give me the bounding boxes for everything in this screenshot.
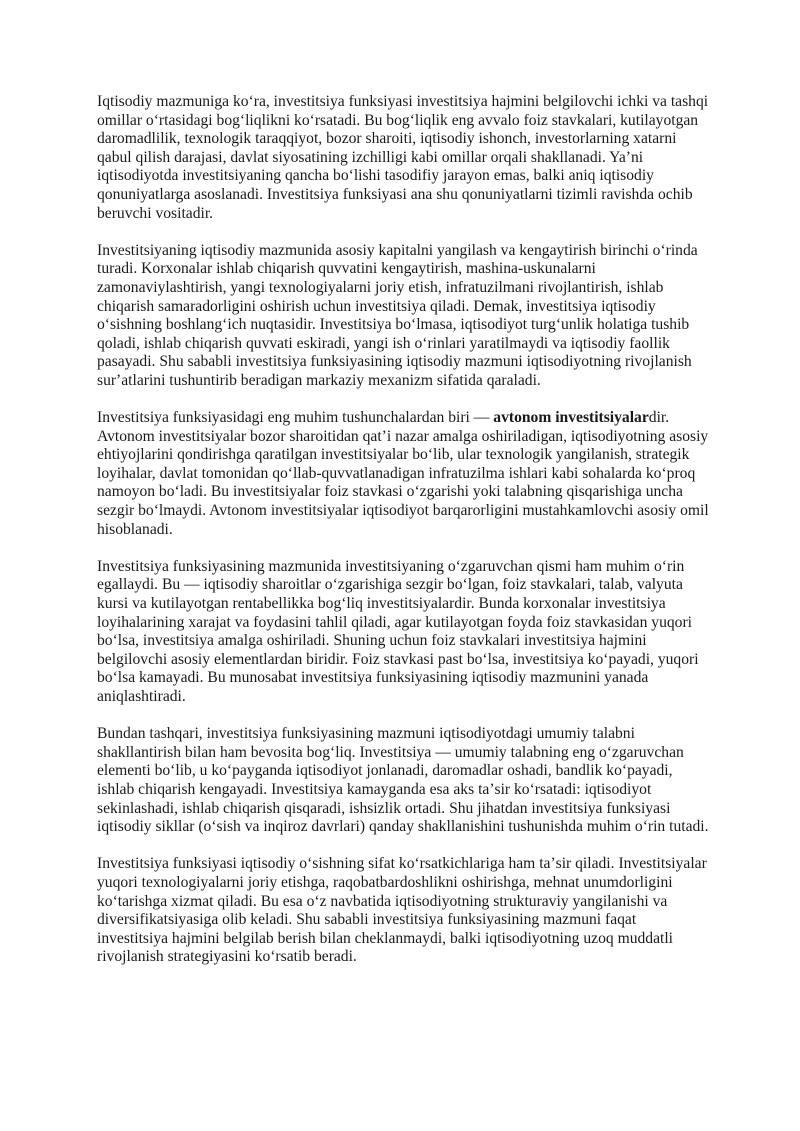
- paragraph-economic-meaning: Iqtisodiy mazmuniga koʻra, investitsiya funksiyasi investitsiya hajmini belgilovchi ichki va tashqi omillar oʻrtasidagi bogʻliqlikni koʻrsatadi. Bu bogʻliqlik eng avvalo foiz stavkalari, kutilayotgan daromadlilik, texnologik taraqqiyot, bozor sharoiti, iqtisodiy ishonch, investorlarning xatarni qabul qilish darajasi, davlat siyosatining izchilligi kabi omillar orqali shakllanadi. Yaʼni iqtisodiyotda investitsiyaning qancha boʻlishi tasodifiy jarayon emas, balki aniq iqtisodiy qonuniyatlarga asoslanadi. Investitsiya funksiyasi ana shu qonuniyatlarni tizimli ravishda ochib beruvchi vositadir.: [97, 93, 709, 222]
- paragraph-autonomous-investments: [97, 409, 709, 539]
- paragraph-text-before: Investitsiya funksiyasidagi eng muhim tushunchalardan biri —: [97, 409, 494, 427]
- bold-term: avtonom investitsiyalar: [493, 409, 649, 427]
- paragraph-capital-renewal: Investitsiyaning iqtisodiy mazmunida asosiy kapitalni yangilash va kengaytirish birinchi oʻrinda turadi. Korxonalar ishlab chiqarish quvvatini kengaytirish, mashina-uskunalarni zamonaviylashtirish, yangi texnologiyalarni joriy etish, infratuzilmani rivojlantirish, ishlab chiqarish samaradorligini oshirish uchun investitsiya qiladi. Demak, investitsiya iqtisodiy oʻsishning boshlangʻich nuqtasidir. Investitsiya boʻlmasa, iqtisodiyot turgʻunlik holatiga tushib qoladi, ishlab chiqarish quvvati eskiradi, yangi ish oʻrinlari yaratilmaydi va iqtisodiy faollik pasayadi. Shu sababli investitsiya funksiyasining iqtisodiy mazmuni iqtisodiyotning rivojlanish surʼatlarini tushuntirib beradigan markaziy mexanizm sifatida qaraladi.: [97, 241, 698, 389]
- paragraph-growth-quality: Investitsiya funksiyasi iqtisodiy oʻsishning sifat koʻrsatkichlariga ham taʼsir qiladi. Investitsiyalar yuqori texnologiyalarni joriy etishga, raqobatbardoshlikni oshirishga, mehnat unumdorligini koʻtarishga xizmat qiladi. Bu esa oʻz navbatida iqtisodiyotning strukturaviy yangilanishi va diversifikatsiyasiga olib keladi. Shu sababli investitsiya funksiyasining mazmuni faqat investitsiya hajmini belgilab berish bilan cheklanmaydi, balki iqtisodiyotning uzoq muddatli rivojlanish strategiyasini koʻrsatib beradi.: [97, 855, 707, 966]
- paragraph-aggregate-demand: Bundan tashqari, investitsiya funksiyasining mazmuni iqtisodiyotdagi umumiy talabni shakllantirish bilan ham bevosita bogʻliq. Investitsiya — umumiy talabning eng oʻzgaruvchan elementi boʻlib, u koʻpayganda iqtisodiyot jonlanadi, daromadlar oshadi, bandlik koʻpayadi, ishlab chiqarish kengayadi. Investitsiya kamayganda esa aks taʼsir koʻrsatadi: iqtisodiyot sekinlashadi, ishlab chiqarish qisqaradi, ishsizlik ortadi. Shu jihatdan investitsiya funksiyasi iqtisodiy sikllar (oʻsish va inqiroz davrlari) qanday shakllanishini tushunishda muhim oʻrin tutadi.: [97, 725, 709, 836]
- paragraph-text-after: dir. Avtonom investitsiyalar bozor sharoitidan qatʼi nazar amalga oshiriladigan, iqtisodiyotning asosiy ehtiyojlarini qondirishga qaratilgan investitsiyalar boʻlib, ular texnologik yangilanish, strategik loyihalar, davlat tomonidan qoʻllab-quvvatlanadigan infratuzilma ishlari kabi sohalarda koʻproq namoyon boʻladi. Bu investitsiyalar foiz stavkasi oʻzgarishi yoki talabning qisqarishiga uncha sezgir boʻlmaydi. Avtonom investitsiyalar iqtisodiyot barqarorligini mustahkamlovchi asosiy omil hisoblanadi.: [97, 409, 709, 538]
- document-page: [97, 93, 709, 986]
- paragraph-variable-investments: Investitsiya funksiyasining mazmunida investitsiyaning oʻzgaruvchan qismi ham muhim oʻrin egallaydi. Bu — iqtisodiy sharoitlar oʻzgarishiga sezgir boʻlgan, foiz stavkalari, talab, valyuta kursi va kutilayotgan rentabellikka bogʻliq investitsiyalardir. Bunda korxonalar investitsiya loyihalarining xarajat va foydasini tahlil qiladi, agar kutilayotgan foyda foiz stavkasidan yuqori boʻlsa, investitsiya amalga oshiriladi. Shuning uchun foiz stavkalari investitsiya hajmini belgilovchi asosiy elementlardan biridir. Foiz stavkasi past boʻlsa, investitsiya koʻpayadi, yuqori boʻlsa kamayadi. Bu munosabat investitsiya funksiyasining iqtisodiy mazmunini yanada aniqlashtiradi.: [97, 557, 699, 705]
